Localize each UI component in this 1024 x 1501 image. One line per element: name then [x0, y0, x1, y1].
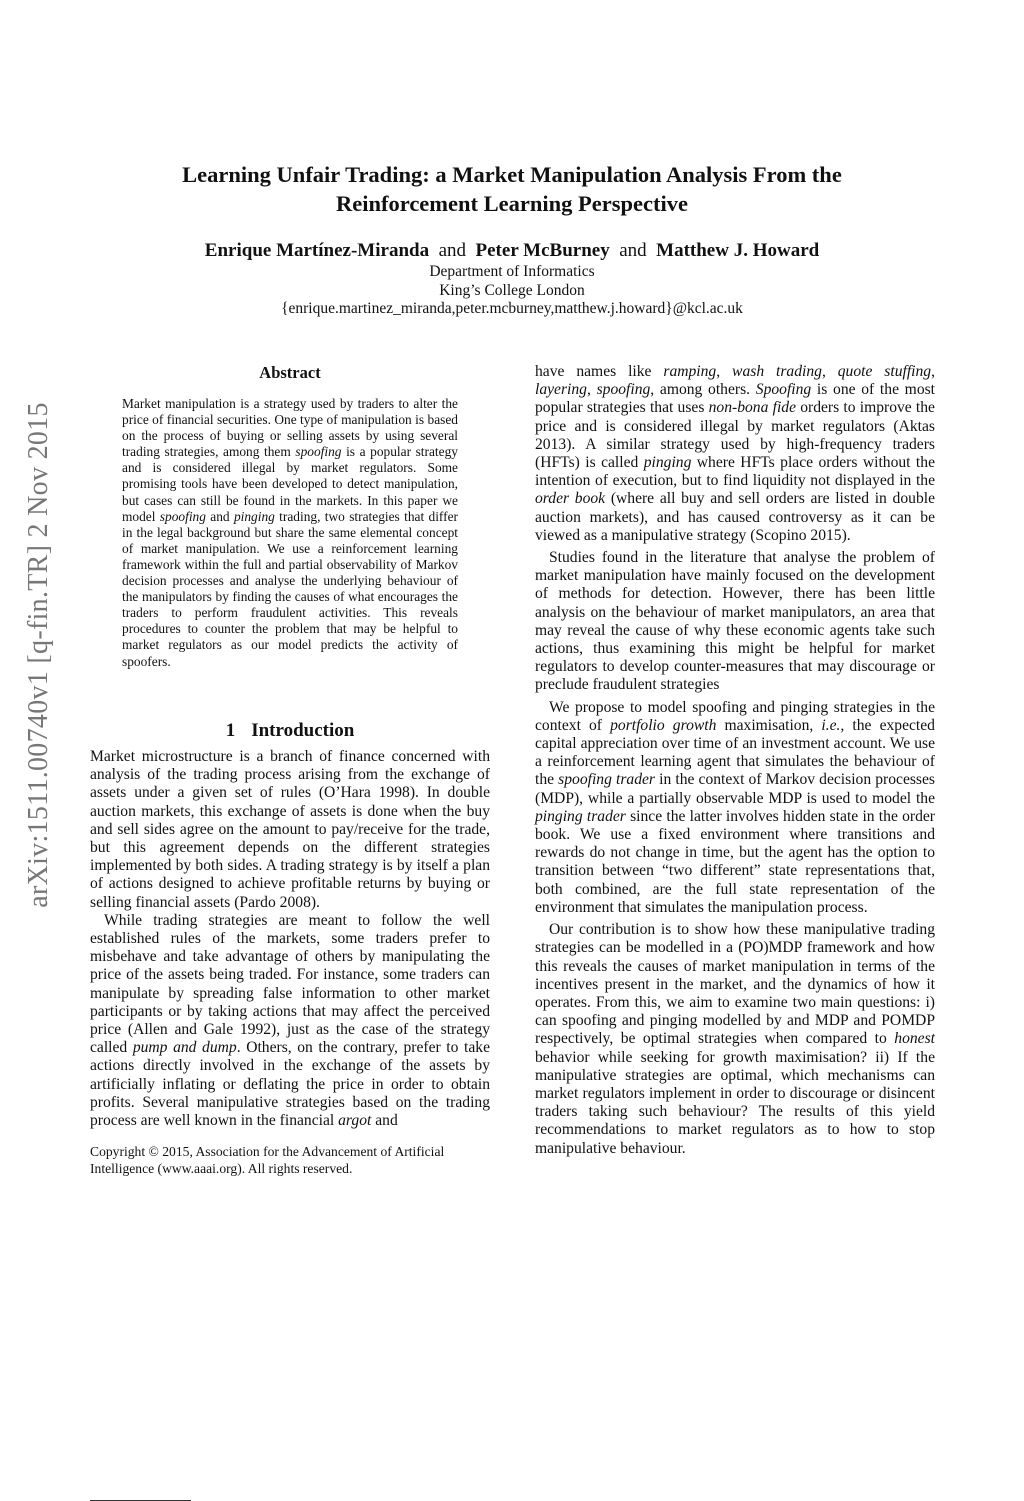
section-number: 1: [225, 720, 236, 741]
title-line-2: Reinforcement Learning Perspective: [336, 191, 688, 216]
arxiv-identifier: arXiv:1511.00740v1 [q-fin.TR] 2 Nov 2015: [23, 402, 54, 908]
introduction-body: [90, 748, 490, 1130]
paragraph-emphasis: order book: [535, 490, 606, 508]
paper-title: [0, 160, 1024, 218]
right-paragraph-3: [535, 699, 935, 917]
paragraph-text: (where all buy and sell orders are listed in double auction markets), and has caused controversy as it can be viewed as a manipulative strategy (Scopino 2015).: [535, 490, 935, 544]
paragraph-emphasis: spoofing: [596, 381, 651, 399]
abstract-text: and: [205, 508, 234, 524]
abstract-emphasis: spoofing: [159, 508, 206, 524]
title-line-1: Learning Unfair Trading: a Market Manipulation Analysis From the: [182, 162, 842, 187]
paragraph-emphasis: portfolio growth: [610, 716, 717, 734]
paragraph-emphasis: honest: [894, 1030, 935, 1048]
paragraph-text: ,: [586, 381, 597, 399]
author-separator: and: [619, 240, 647, 261]
right-column-body: [535, 363, 935, 1158]
abstract-emphasis: pinging: [233, 508, 275, 524]
paragraph-text: since the latter involves hidden state in the order book. We use a fixed environment where transitions and rewards do not change in time, but the agent has the option to transition between “two different” state representations that, both combined, are the full state representation of the environment that simulates the manipulation process.: [535, 807, 935, 916]
paragraph-emphasis: non-bona fide: [708, 399, 796, 417]
paragraph-emphasis: quote stuffing: [837, 363, 932, 380]
abstract-body: [122, 396, 458, 670]
paragraph-text: ,: [716, 363, 733, 380]
author-separator: and: [438, 240, 467, 261]
affiliation: [0, 263, 1024, 319]
author-3: Matthew J. Howard: [656, 240, 820, 261]
right-paragraph-2: Studies found in the literature that analyse the problem of market manipulation have mainly focused on the development of methods for detection. However, there has been little analysis on the behaviour of market manipulators, an area that may reveal the cause of why these economic agents take such actions, thus examining this might be helpful for market regulators to develop counter-measures that may discourage or preclude fraudulent strategies: [535, 549, 935, 694]
institution: King’s College London: [439, 281, 585, 299]
paragraph-text: maximisation,: [716, 716, 822, 734]
paragraph-emphasis: Spoofing: [755, 381, 812, 399]
arxiv-sidebar: [14, 350, 64, 960]
paragraph-text: have names like: [535, 363, 664, 380]
paragraph-text: orders to improve the price and is considered illegal by market regulators (Aktas 2013). A similar strategy used by high-frequency traders (HFTs) is called: [535, 399, 935, 472]
department: Department of Informatics: [429, 263, 595, 280]
paragraph-emphasis: layering: [535, 381, 587, 399]
copyright-footnote: Copyright © 2015, Association for the Advancement of Artificial Intelligence (www.aaai.org). All rights reserved.: [90, 1144, 445, 1176]
author-emails: {enrique.martinez_miranda,peter.mcburney,matthew.j.howard}@kcl.ac.uk: [281, 300, 743, 317]
paragraph-text: where HFTs place orders without the intention of execution, but to find liquidity not displayed in the: [535, 454, 935, 490]
paragraph-text: Our contribution is to show how these manipulative trading strategies can be modelled in a (PO)MDP framework and how this reveals the causes of market manipulation in terms of the incentives present in the market, and the dynamics of how it operates. From this, we aim to examine two main questions: i) can spoofing and pinging modelled by and MDP and POMDP respectively, be optimal strategies when compared to: [535, 921, 935, 1048]
paragraph-emphasis: pinging trader: [535, 807, 626, 825]
abstract-heading: Abstract: [259, 363, 321, 382]
paragraph-text: in the context of Markov decision processes (MDP), while a partially observable MDP is used to model the: [535, 771, 935, 807]
paragraph-emphasis: wash trading: [732, 363, 822, 380]
abstract-text: trading, two strategies that differ in the legal background but share the same elemental concept of market manipulation. We use a reinforcement learning framework within the full and partial observability of Markov decision processes and analyse the underlying behaviour of the manipulators by finding the causes of what encourages the traders to perform fraudulent activities. This reveals procedures to counter the problem that may be helpful to market regulators as our model predicts the activity of spoofers.: [122, 508, 458, 669]
section-title: Introduction: [251, 720, 355, 741]
abstract-text: is a popular strategy and is considered illegal by market regulators. Some promising tools have been developed to detect manipulation, but cases can still be found in the markets. In this paper we model: [122, 444, 458, 524]
author-list: [0, 239, 1024, 263]
right-paragraph-4: [535, 921, 935, 1158]
paragraph-emphasis: spoofing trader: [558, 771, 655, 789]
paragraph-emphasis: pump and dump: [132, 1039, 237, 1057]
paragraph-text: We propose to model spoofing and pinging strategies in the context of: [535, 698, 935, 734]
paragraph-text: , among others.: [650, 381, 756, 399]
right-paragraph-1: [535, 363, 935, 545]
section-heading: [90, 720, 490, 742]
intro-paragraph-2: [90, 912, 490, 1130]
abstract-emphasis: spoofing: [295, 444, 342, 460]
paragraph-text: is one of the most popular strategies that uses: [535, 381, 936, 417]
paragraph-emphasis: ramping: [663, 363, 717, 380]
paragraph-text: . Others, on the contrary, prefer to take actions directly involved in the exchange of the assets by artificially inflating or deflating the price in order to obtain profits. Several manipulative strategies based on the trading process are well known in the financial: [90, 1039, 490, 1130]
paragraph-text: the expected capital appreciation over time of an investment account. We use a reinforcement learning agent that simulates the behaviour of the: [535, 716, 935, 789]
paragraph-text: While trading strategies are meant to follow the well established rules of the markets, some traders prefer to misbehave and take advantage of others by manipulating the price of the assets being traded. For instance, some traders can manipulate by spreading false information to other market participants or by taking actions that may affect the perceived price (Allen and Gale 1992), just as the case of the strategy called: [90, 911, 490, 1057]
paragraph-text: behavior while seeking for growth maximisation? ii) If the manipulative strategies are optimal, which mechanisms can market regulators implement in order to discourage or disincent traders taking such behaviour? The results of this yield recommendations to market regulators as to how to stop manipulative behaviour.: [535, 1048, 935, 1157]
paragraph-emphasis: pinging: [643, 454, 692, 472]
paragraph-text: ,: [931, 363, 935, 380]
paragraph-text: and: [371, 1112, 398, 1130]
author-2: Peter McBurney: [475, 240, 610, 261]
intro-paragraph-1: Market microstructure is a branch of finance concerned with analysis of the trading process arising from the exchange of assets under a given set of rules (O’Hara 1998). In double auction markets, this exchange of assets is done when the buy and sell sides agree on the amount to pay/receive for the trade, but this agreement depends on the different strategies implemented by both sides. A trading strategy is by itself a plan of actions designed to achieve profitable returns by buying or selling financial assets (Pardo 2008).: [90, 748, 490, 911]
paragraph-emphasis: argot: [338, 1112, 372, 1130]
paragraph-text: ,: [821, 363, 838, 380]
paragraph-emphasis: i.e.,: [821, 716, 845, 734]
abstract-text: Market manipulation is a strategy used by traders to alter the price of financial securities. One type of manipulation is based on the process of buying or selling assets by using several trading strategies, among them: [122, 396, 458, 460]
author-1: Enrique Martínez-Miranda: [204, 240, 430, 261]
